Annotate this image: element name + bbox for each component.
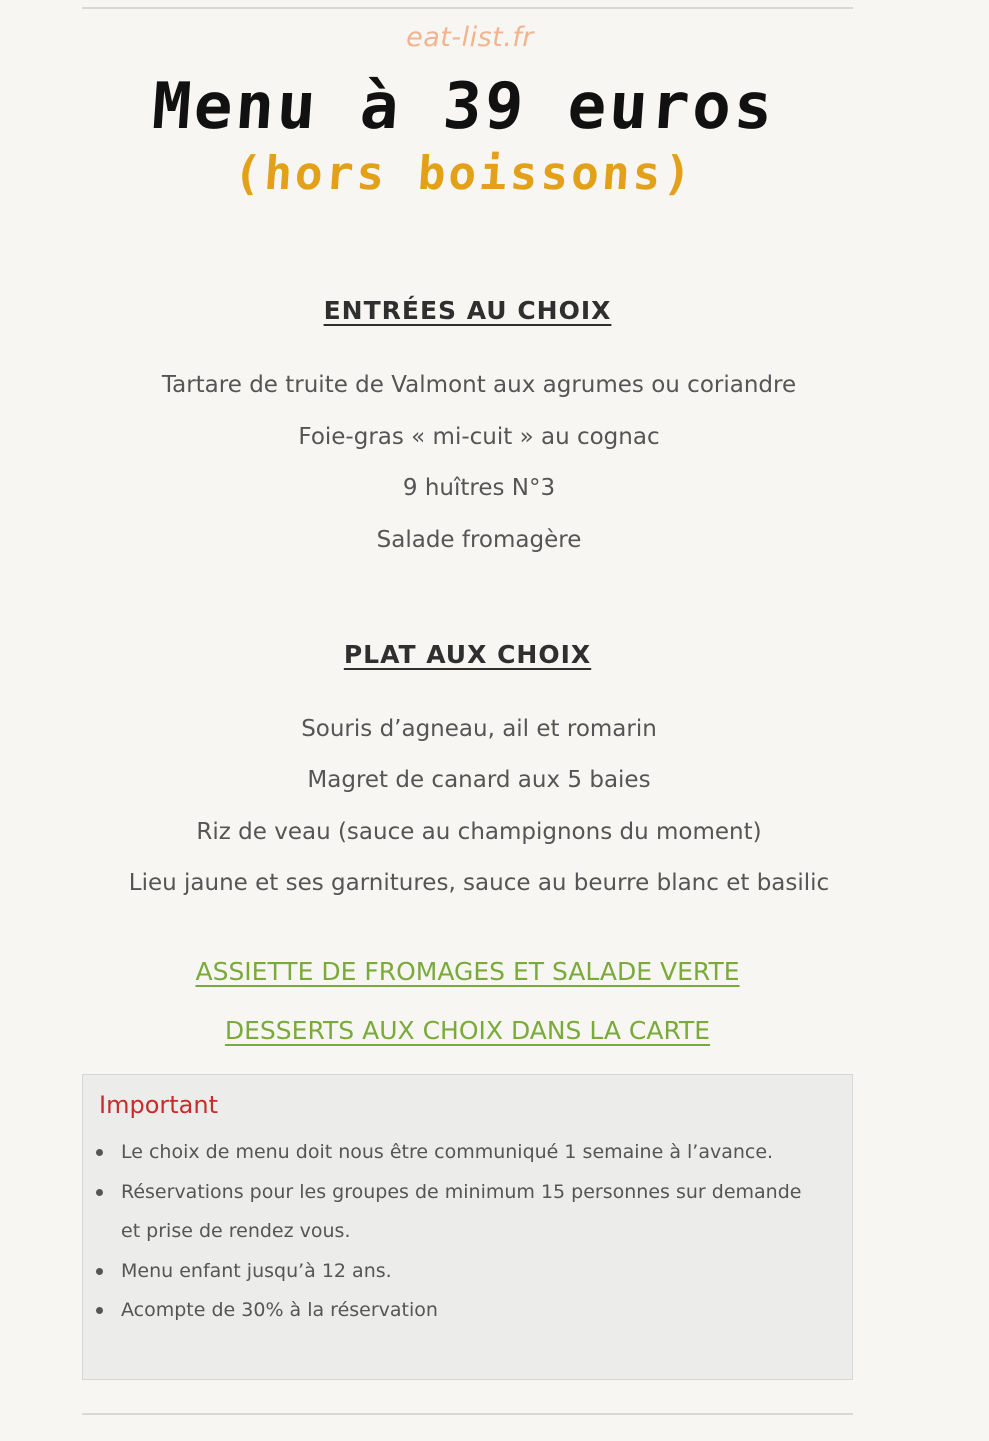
plat-item: Souris d’agneau, ail et romarin <box>301 716 657 742</box>
important-list <box>121 1133 841 1331</box>
menu-subtitle: (hors boissons) <box>231 146 697 200</box>
important-item-continuation: et prise de rendez vous. <box>121 1220 351 1242</box>
plat-item: Magret de canard aux 5 baies <box>307 767 651 793</box>
top-divider <box>82 7 853 9</box>
important-box <box>82 1074 853 1380</box>
entree-item: Tartare de truite de Valmont aux agrumes ou coriandre <box>161 372 797 398</box>
important-item: Le choix de menu doit nous être communiqué 1 semaine à l’avance. <box>121 1133 841 1173</box>
desserts-link[interactable]: DESSERTS AUX CHOIX DANS LA CARTE <box>224 1016 711 1045</box>
plat-item: Riz de veau (sauce au champignons du moment) <box>196 819 762 845</box>
important-item: Menu enfant jusqu’à 12 ans. <box>121 1252 841 1292</box>
bottom-divider <box>82 1413 853 1415</box>
menu-title: Menu à 39 euros <box>149 70 779 144</box>
important-item: Acompte de 30% à la réservation <box>121 1291 841 1331</box>
entree-item: Foie-gras « mi-cuit » au cognac <box>298 424 660 450</box>
important-title: Important <box>99 1091 218 1119</box>
plats-heading: PLAT AUX CHOIX <box>343 640 592 669</box>
entrees-heading: ENTRÉES AU CHOIX <box>323 296 612 325</box>
important-item: Réservations pour les groupes de minimum 15 personnes sur demande <box>121 1173 841 1213</box>
entree-item: Salade fromagère <box>376 527 582 553</box>
plat-item: Lieu jaune et ses garnitures, sauce au beurre blanc et basilic <box>128 870 830 896</box>
cheese-plate-link[interactable]: ASSIETTE DE FROMAGES ET SALADE VERTE <box>195 957 740 986</box>
entree-item: 9 huîtres N°3 <box>402 475 556 501</box>
watermark: eat-list.fr <box>406 22 534 53</box>
